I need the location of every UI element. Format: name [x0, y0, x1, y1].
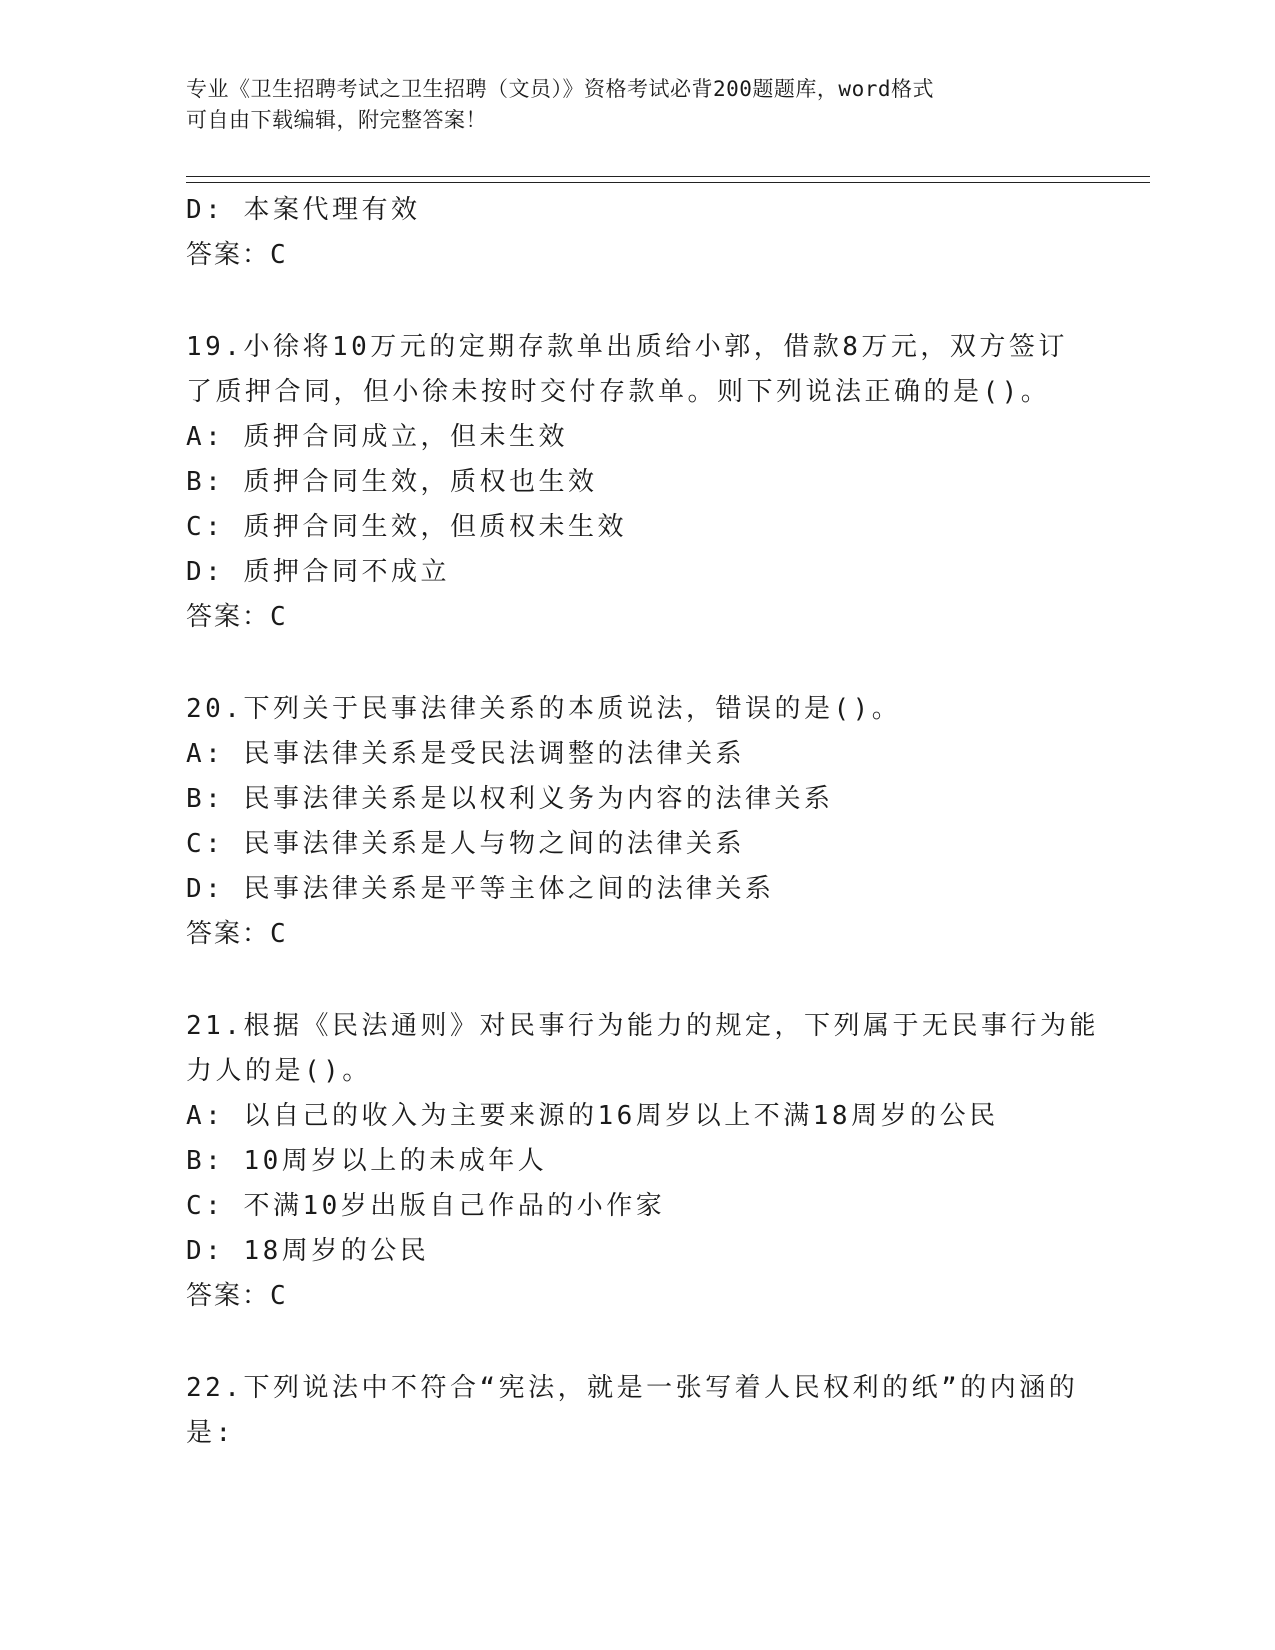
question-stem: 了质押合同，但小徐未按时交付存款单。则下列说法正确的是()。 [186, 377, 1051, 407]
question-21 [186, 1004, 1099, 1319]
header-divider-top [186, 176, 1150, 177]
option-b: B: 质押合同生效，质权也生效 [186, 467, 598, 497]
header-divider-bottom [186, 182, 1150, 183]
header-line-2: 可自由下载编辑，附完整答案！ [186, 108, 487, 132]
option-b: B: 民事法律关系是以权利义务为内容的法律关系 [186, 784, 834, 814]
answer-line: 答案：C [186, 919, 288, 949]
option-c: C: 民事法律关系是人与物之间的法律关系 [186, 829, 745, 859]
question-stem: 19.小徐将10万元的定期存款单出质给小郭，借款8万元，双方签订 [186, 332, 1068, 362]
spacer [186, 1319, 1086, 1366]
option-c: C: 质押合同生效，但质权未生效 [186, 512, 627, 542]
answer-line: 答案：C [186, 240, 288, 270]
answer-line: 答案：C [186, 602, 288, 632]
question-22 [186, 1366, 1086, 1456]
option-d: D: 民事法律关系是平等主体之间的法律关系 [186, 874, 775, 904]
option-a: A: 以自己的收入为主要来源的16周岁以上不满18周岁的公民 [186, 1101, 999, 1131]
spacer [186, 278, 1086, 325]
option-a: A: 民事法律关系是受民法调整的法律关系 [186, 739, 745, 769]
option-b: B: 10周岁以上的未成年人 [186, 1146, 548, 1176]
option-d: D: 质押合同不成立 [186, 557, 450, 587]
question-content [186, 188, 1099, 1456]
option-c: C: 不满10岁出版自己作品的小作家 [186, 1191, 666, 1221]
question-stem: 20.下列关于民事法律关系的本质说法，错误的是()。 [186, 694, 902, 724]
document-header [186, 74, 1066, 136]
previous-question-tail [186, 188, 1086, 278]
header-line-1: 专业《卫生招聘考试之卫生招聘（文员）》资格考试必背200题题库，word格式 [186, 77, 934, 101]
spacer [186, 640, 1086, 687]
question-stem: 是: [186, 1418, 235, 1448]
option-d: D: 本案代理有效 [186, 195, 421, 225]
question-stem: 22.下列说法中不符合“宪法，就是一张写着人民权利的纸”的内涵的 [186, 1373, 1079, 1403]
option-a: A: 质押合同成立，但未生效 [186, 422, 568, 452]
question-19 [186, 325, 1086, 640]
spacer [186, 957, 1086, 1004]
question-20 [186, 687, 1086, 957]
answer-line: 答案：C [186, 1281, 288, 1311]
question-stem: 力人的是()。 [186, 1056, 372, 1086]
option-d: D: 18周岁的公民 [186, 1236, 430, 1266]
question-stem: 21.根据《民法通则》对民事行为能力的规定，下列属于无民事行为能 [186, 1011, 1099, 1041]
